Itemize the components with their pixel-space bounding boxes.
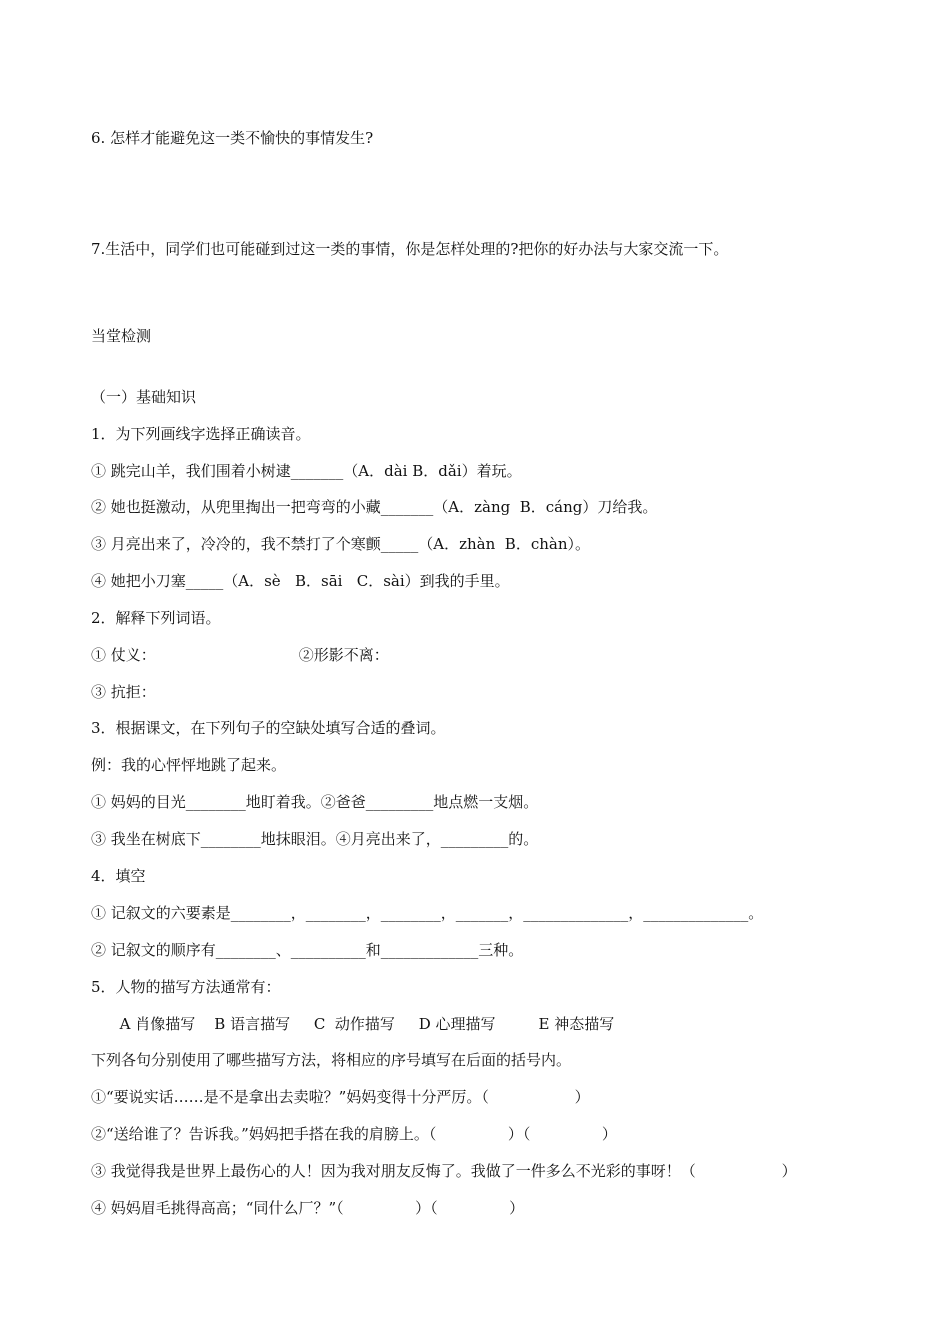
exercise-line: 例：我的心怦怦地跳了起来。 xyxy=(91,756,287,774)
exercise-line: ① 妈妈的目光________地盯着我。②爸爸_________地点燃一支烟。 xyxy=(91,793,539,811)
exercise-line: ① 记叙文的六要素是________，________，________，_______，______________，______________。 xyxy=(91,904,764,922)
exercise-line: ① 仗义： ②形影不离： xyxy=(91,646,389,664)
question-7: 7.生活中，同学们也可能碰到过这一类的事情，你是怎样处理的?把你的好办法与大家交流一下。 xyxy=(91,240,729,258)
exercise-line: ④ 她把小刀塞_____（A．sè B．sāi C．sài）到我的手里。 xyxy=(91,572,510,590)
sub-title: （一）基础知识 xyxy=(91,388,197,406)
exercise-line: 2．解释下列词语。 xyxy=(91,609,221,627)
exercise-line: A 肖像描写 B 语言描写 C 动作描写 D 心理描写 E 神态描写 xyxy=(91,1015,615,1033)
exercise-line: ② 记叙文的顺序有________、__________和_____________三种。 xyxy=(91,941,524,959)
exercise-line: ②“送给谁了？告诉我。”妈妈把手搭在我的肩膀上。（ ）（ ） xyxy=(91,1125,617,1143)
exercise-line: ③ 月亮出来了，冷冷的，我不禁打了个寒颤_____（A．zhàn B．chàn）。 xyxy=(91,535,590,553)
exercise-line: 4．填空 xyxy=(91,867,146,885)
exercise-line: ④ 妈妈眉毛挑得高高；“同什么厂？”（ ）（ ） xyxy=(91,1199,525,1217)
exercise-line: 3．根据课文，在下列句子的空缺处填写合适的叠词。 xyxy=(91,719,446,737)
exercise-line: ① 跳完山羊，我们围着小树逮_______（A．dài B．dǎi）着玩。 xyxy=(91,462,522,480)
exercise-line: 1．为下列画线字选择正确读音。 xyxy=(91,425,311,443)
exercise-line: ③ 我觉得我是世界上最伤心的人！因为我对朋友反悔了。我做了一件多么不光彩的事呀！（ ） xyxy=(91,1162,797,1180)
section-title: 当堂检测 xyxy=(91,327,152,345)
question-6: 6. 怎样才能避免这一类不愉快的事情发生? xyxy=(91,129,374,147)
exercise-line: ③ 抗拒： xyxy=(91,683,156,701)
exercise-line: ③ 我坐在树底下________地抹眼泪。④月亮出来了，_________的。 xyxy=(91,830,539,848)
exercise-line: 下列各句分别使用了哪些描写方法，将相应的序号填写在后面的括号内。 xyxy=(91,1051,572,1069)
exercise-line: 5．人物的描写方法通常有： xyxy=(91,978,281,996)
exercise-line: ①“要说实话……是不是拿出去卖啦？”妈妈变得十分严厉。（ ） xyxy=(91,1088,590,1106)
exercise-line: ② 她也挺激动，从兜里掏出一把弯弯的小藏_______（A．zàng B．cáng）刀给我。 xyxy=(91,498,658,516)
